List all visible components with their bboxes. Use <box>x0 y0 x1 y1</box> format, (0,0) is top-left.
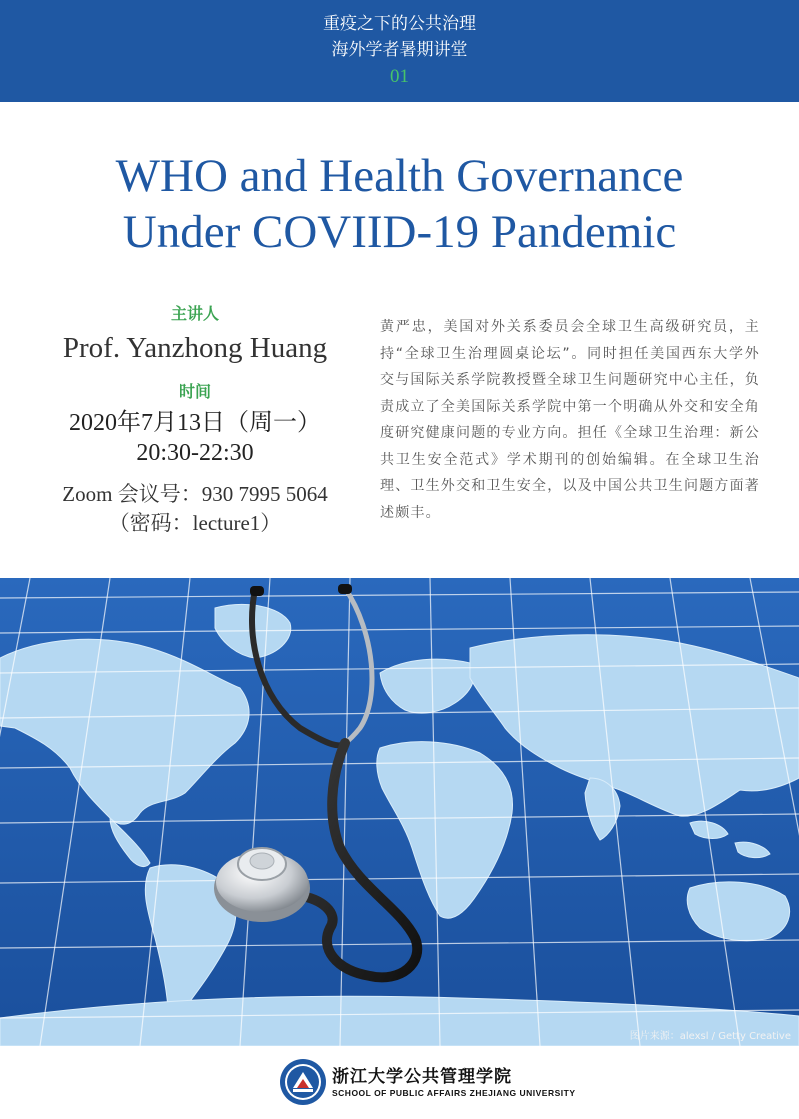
zoom-password: （密码：lecture1） <box>108 511 282 535</box>
school-name-en: SCHOOL OF PUBLIC AFFAIRS ZHEJIANG UNIVERSITY <box>332 1088 576 1098</box>
time-label: 时间 <box>178 382 211 401</box>
series-title: 重疫之下的公共治理 <box>323 14 476 34</box>
zju-emblem-icon <box>279 1058 327 1106</box>
title-line-2: Under COVIID-19 Pandemic <box>122 206 677 258</box>
event-info <box>40 302 350 538</box>
event-time: 20:30-22:30 <box>136 440 254 466</box>
world-map-stethoscope-image <box>0 578 799 1046</box>
zoom-meeting-id: Zoom 会议号：930 7995 5064 <box>62 482 328 506</box>
event-date: 2020年7月13日（周一） <box>69 410 321 436</box>
issue-number: 01 <box>390 66 409 87</box>
lecture-title <box>0 148 799 260</box>
footer <box>0 1046 799 1119</box>
map-illustration <box>0 578 799 1046</box>
school-name-cn: 浙江大学公共管理学院 <box>332 1067 512 1087</box>
speaker-bio: 黄严忠，美国对外关系委员会全球卫生高级研究员，主持“全球卫生治理圆桌论坛”。同时担任美国西东大学外交与国际关系学院教授暨全球卫生问题研究中心主任，负责成立了全美国际关系学院中第一个明确从外交和安全角度研究健康问题的专业方向。担任《全球卫生治理：新公共卫生安全范式》学术期刊的创始编辑。在全球卫生治理、卫生外交和卫生安全，以及中国公共卫生问题方面著述颇丰。 <box>380 319 760 521</box>
program-title: 海外学者暑期讲堂 <box>331 40 468 60</box>
image-credit: 图片来源：alexsl / Getty Creative <box>629 1031 791 1042</box>
speaker-name: Prof. Yanzhong Huang <box>62 332 328 364</box>
title-line-1: WHO and Health Governance <box>115 150 684 202</box>
speaker-label: 主讲人 <box>170 304 219 323</box>
header-banner <box>0 0 799 102</box>
